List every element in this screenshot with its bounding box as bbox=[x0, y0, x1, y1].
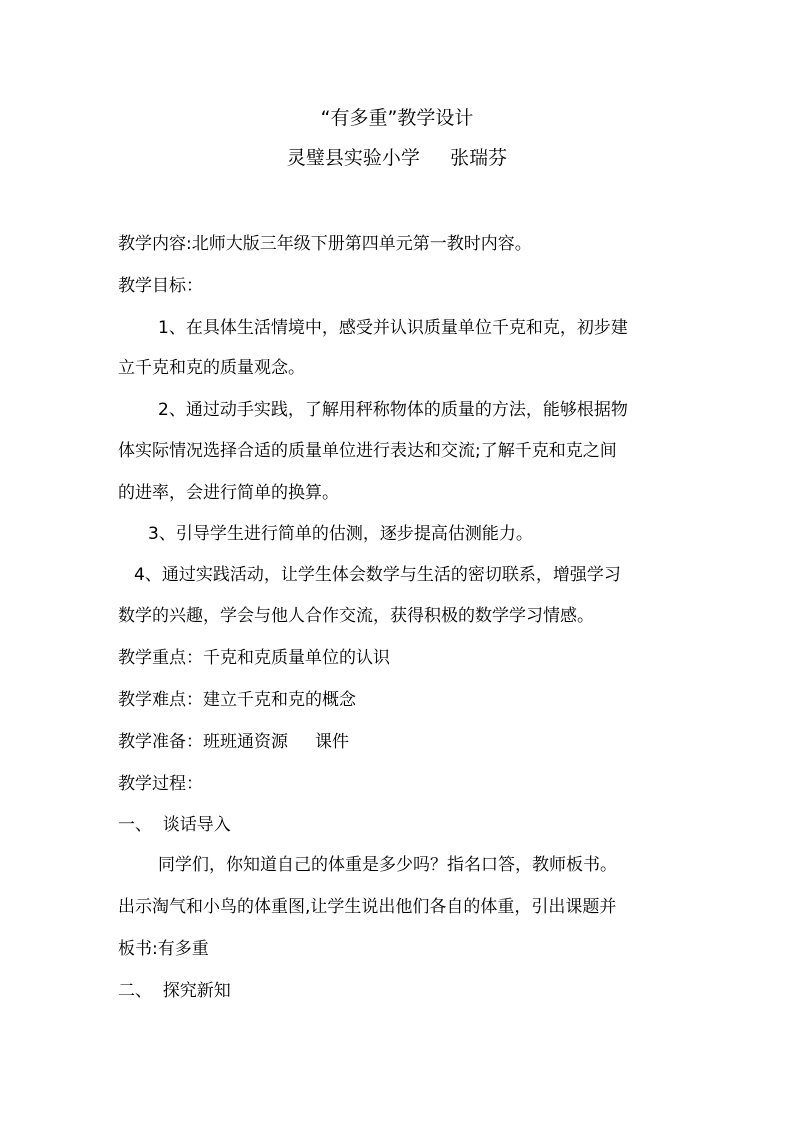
section-2-heading: 二、 探究新知 bbox=[118, 981, 231, 1001]
goal-4-line-2: 数学的兴趣，学会与他人合作交流，获得积极的数学学习情感。 bbox=[118, 606, 594, 626]
goal-2-line-3: 的进率，会进行简单的换算。 bbox=[118, 483, 339, 503]
key-points-line: 教学重点：千克和克质量单位的认识 bbox=[118, 648, 390, 668]
difficult-points-line: 教学难点：建立千克和克的概念 bbox=[118, 690, 356, 710]
preparation-line: 教学准备：班班通资源 课件 bbox=[118, 732, 350, 752]
goal-3-line: 3、引导学生进行简单的估测，逐步提高估测能力。 bbox=[148, 524, 533, 544]
section-1-para-line-3: 板书:有多重 bbox=[118, 939, 209, 959]
section-1-heading: 一、 谈话导入 bbox=[118, 815, 231, 835]
goal-4-line-1: 4、通过实践活动，让学生体会数学与生活的密切联系，增强学习 bbox=[134, 565, 621, 585]
document-subtitle: 灵璧县实验小学 张瑞芬 bbox=[286, 147, 508, 169]
goal-2-line-1: 2、通过动手实践，了解用秤称物体的质量的方法，能够根据物 bbox=[158, 400, 628, 420]
section-1-para-line-2: 出示淘气和小鸟的体重图,让学生说出他们各自的体重，引出课题并 bbox=[118, 897, 617, 917]
section-1-para-line-1: 同学们，你知道自己的体重是多少吗？指名口答，教师板书。 bbox=[158, 855, 617, 875]
goal-1-line-1: 1、在具体生活情境中，感受并认识质量单位千克和克，初步建 bbox=[158, 318, 628, 338]
teaching-goals-heading: 教学目标： bbox=[118, 276, 203, 296]
goal-1-line-2: 立千克和克的质量观念。 bbox=[118, 358, 305, 378]
process-heading: 教学过程： bbox=[118, 774, 203, 794]
teaching-content-line: 教学内容:北师大版三年级下册第四单元第一教时内容。 bbox=[118, 234, 532, 254]
goal-2-line-2: 体实际情况选择合适的质量单位进行表达和交流;了解千克和克之间 bbox=[118, 441, 617, 461]
document-title: “有多重”教学设计 bbox=[320, 107, 474, 129]
